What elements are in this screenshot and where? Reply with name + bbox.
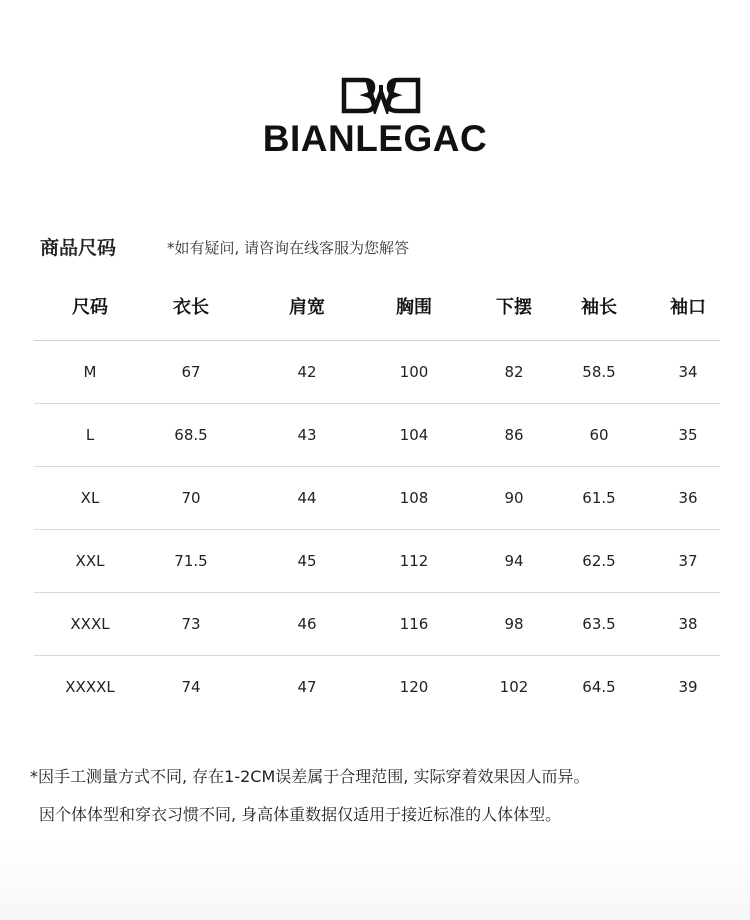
table-cell: 108	[399, 489, 429, 507]
table-cell: L	[85, 426, 95, 444]
header-shoulder: 肩宽	[289, 297, 325, 318]
table-cell: 102	[499, 678, 529, 696]
table-cell: 62.5	[582, 552, 616, 570]
header-length: 衣长	[173, 297, 209, 318]
table-row	[34, 593, 720, 656]
table-row	[34, 530, 720, 593]
table-cell: 104	[399, 426, 429, 444]
table-cell: XL	[80, 489, 100, 507]
table-cell: 43	[297, 426, 317, 444]
table-cell: 67	[181, 363, 201, 381]
table-cell: 90	[504, 489, 524, 507]
bwb-monogram-logo-icon	[340, 76, 422, 114]
table-cell: XXXL	[70, 615, 110, 633]
table-cell: 68.5	[174, 426, 208, 444]
table-cell: 71.5	[174, 552, 208, 570]
header-cuff: 袖口	[670, 297, 706, 318]
measurement-footnote: *因手工测量方式不同, 存在1-2CM误差属于合理范围, 实际穿着效果因人而异。	[30, 767, 590, 786]
table-cell: 45	[297, 552, 317, 570]
table-cell: 34	[678, 363, 698, 381]
table-cell: 60	[589, 426, 609, 444]
table-cell: 120	[399, 678, 429, 696]
header-sleeve-length: 袖长	[581, 297, 617, 318]
table-row	[34, 404, 720, 467]
table-cell: 116	[399, 615, 429, 633]
table-cell: 44	[297, 489, 317, 507]
size-table	[34, 272, 720, 718]
table-cell: 37	[678, 552, 698, 570]
table-cell: 64.5	[582, 678, 616, 696]
header-chest: 胸围	[396, 297, 432, 318]
table-cell: 42	[297, 363, 317, 381]
brand-name: BIANLEGAC	[262, 118, 488, 159]
table-row	[34, 656, 720, 718]
table-row	[34, 467, 720, 530]
table-cell: 61.5	[582, 489, 616, 507]
table-cell: 70	[181, 489, 201, 507]
table-cell: 63.5	[582, 615, 616, 633]
section-title: 商品尺码	[40, 237, 117, 259]
table-cell: 35	[678, 426, 698, 444]
table-cell: XXL	[75, 552, 105, 570]
section-note: *如有疑问, 请咨询在线客服为您解答	[167, 239, 410, 257]
table-row	[34, 341, 720, 404]
header-hem: 下摆	[496, 297, 532, 318]
table-cell: 82	[504, 363, 524, 381]
table-cell: 112	[399, 552, 429, 570]
bottom-background	[0, 840, 750, 920]
table-cell: 100	[399, 363, 429, 381]
table-cell: 39	[678, 678, 698, 696]
table-cell: 36	[678, 489, 698, 507]
table-cell: 74	[181, 678, 201, 696]
table-cell: M	[83, 363, 97, 381]
table-cell: 47	[297, 678, 317, 696]
header-size: 尺码	[72, 297, 108, 318]
table-header-row	[34, 272, 720, 341]
table-cell: XXXXL	[65, 678, 115, 696]
table-cell: 73	[181, 615, 201, 633]
table-cell: 98	[504, 615, 524, 633]
table-cell: 46	[297, 615, 317, 633]
body-type-footnote: 因个体体型和穿衣习惯不同, 身高体重数据仅适用于接近标准的人体体型。	[39, 805, 562, 824]
table-cell: 94	[504, 552, 524, 570]
table-cell: 38	[678, 615, 698, 633]
table-cell: 58.5	[582, 363, 616, 381]
table-cell: 86	[504, 426, 524, 444]
